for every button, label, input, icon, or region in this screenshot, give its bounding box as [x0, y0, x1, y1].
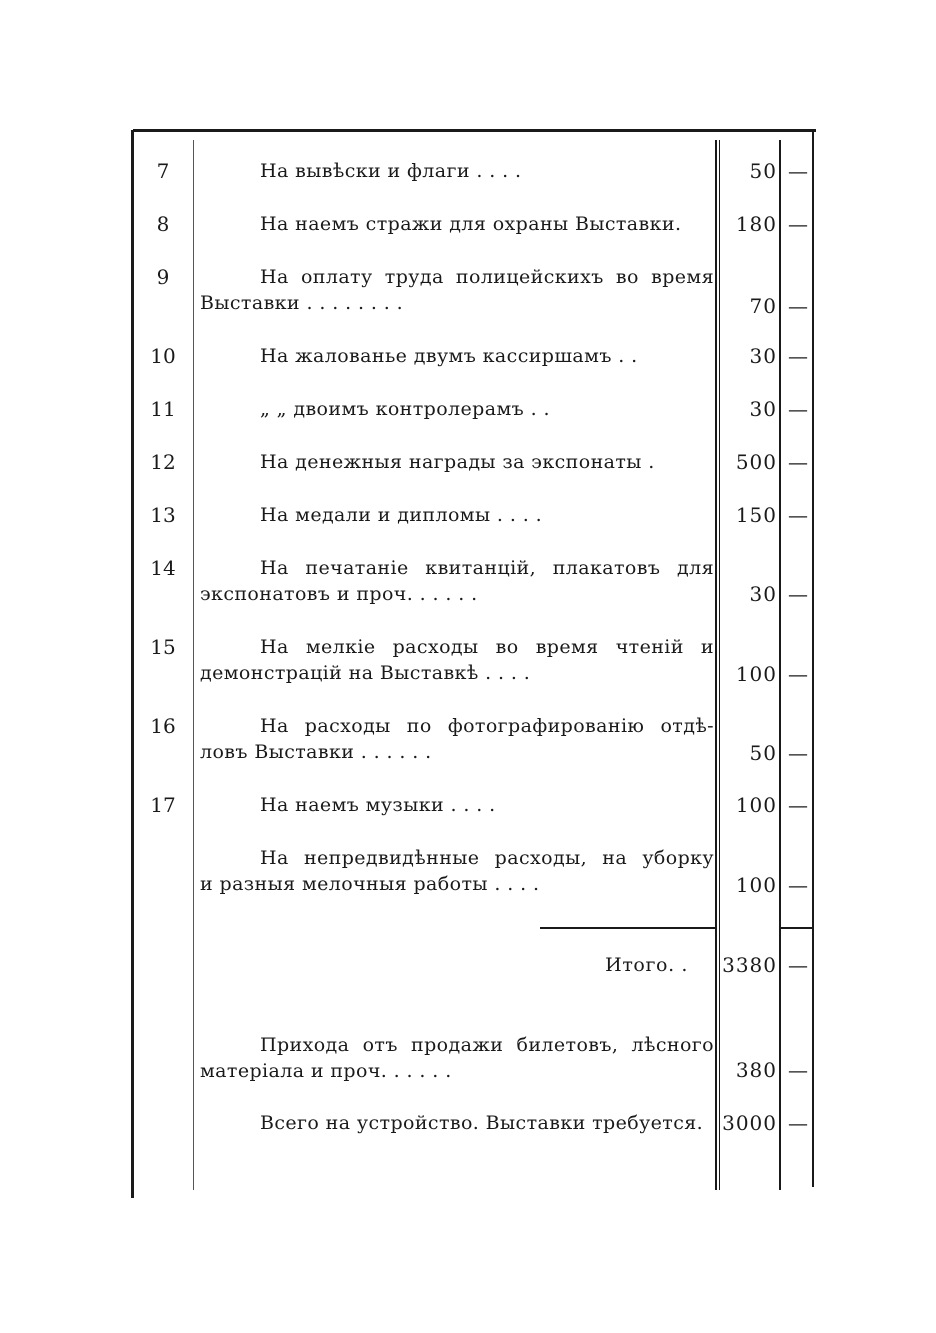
row-description	[200, 713, 714, 765]
sum-rule-left	[540, 927, 716, 929]
row-kopeck-dash: —	[788, 397, 808, 421]
row-amount: 50	[749, 159, 777, 183]
row-description	[200, 396, 714, 422]
row-description-line: На наемъ стражи для охраны Выставки.	[260, 213, 682, 235]
row-number: 15	[150, 635, 176, 659]
row-description-line: На медали и дипломы . . . .	[260, 504, 543, 526]
total-amount: 3380	[722, 953, 777, 977]
row-amount: 30	[749, 582, 777, 606]
grand-total-kopeck-dash: —	[788, 1111, 808, 1135]
row-description-line: На денежныя награды за экспонаты .	[260, 451, 655, 473]
row-amount: 500	[735, 450, 777, 474]
row-amount: 100	[735, 662, 777, 686]
total-label: Итого. .	[605, 954, 688, 976]
row-number: 8	[156, 212, 170, 236]
row-number: 9	[156, 265, 170, 289]
row-amount: 100	[735, 793, 777, 817]
grand-total-amount: 3000	[722, 1111, 777, 1135]
row-kopeck-dash: —	[788, 294, 808, 318]
row-description	[200, 158, 714, 184]
row-kopeck-dash: —	[788, 582, 808, 606]
row-description	[200, 211, 714, 237]
row-description-line: На вывѣски и флаги . . . .	[260, 160, 522, 182]
row-amount: 50	[749, 741, 777, 765]
row-description	[200, 502, 714, 528]
row-kopeck-dash: —	[788, 793, 808, 817]
row-number: 14	[150, 556, 176, 580]
table-top-rule	[133, 129, 816, 132]
number-column-separator	[193, 140, 194, 1190]
row-amount: 100	[735, 873, 777, 897]
row-kopeck-dash: —	[788, 159, 808, 183]
row-description-line: демонстрацій на Выставкѣ . . . .	[200, 662, 531, 684]
row-number: 7	[156, 159, 170, 183]
row-kopeck-dash: —	[788, 662, 808, 686]
row-amount: 30	[749, 397, 777, 421]
row-description-line: „ „ двоимъ контролерамъ . .	[260, 398, 550, 420]
amount-column-separator	[779, 140, 781, 1190]
row-number: 16	[150, 714, 176, 738]
row-description	[200, 555, 714, 607]
income-description-line: Прихода отъ продажи билетовъ, лѣсного	[260, 1034, 714, 1056]
income-amount: 380	[735, 1058, 777, 1082]
row-amount: 150	[735, 503, 777, 527]
row-kopeck-dash: —	[788, 741, 808, 765]
grand-total-description	[200, 1110, 714, 1136]
row-number: 12	[150, 450, 176, 474]
row-kopeck-dash: —	[788, 212, 808, 236]
row-description-line: На печатаніе квитанцій, плакатовъ для	[260, 557, 714, 579]
row-number: 13	[150, 503, 176, 527]
row-description	[200, 792, 714, 818]
row-description	[200, 264, 714, 316]
row-description-line: На оплату труда полицейскихъ во время	[260, 266, 714, 288]
row-description-line: На жалованье двумъ кассиршамъ . .	[260, 345, 638, 367]
grand-total-label: Всего на устройство. Выставки требуется.	[260, 1112, 704, 1134]
row-description-line: На наемъ музыки . . . .	[260, 794, 496, 816]
row-amount: 180	[735, 212, 777, 236]
row-number: 11	[150, 397, 176, 421]
row-description-line: экспонатовъ и проч. . . . . .	[200, 583, 478, 605]
row-number: 17	[150, 793, 176, 817]
table-right-rule	[812, 132, 814, 1187]
description-column-separator	[715, 140, 717, 1190]
row-amount: 70	[749, 294, 777, 318]
row-number: 10	[150, 344, 176, 368]
row-description-line: На расходы по фотографированію отдѣ-	[260, 715, 714, 737]
row-description	[200, 634, 714, 686]
income-description-line: матеріала и проч. . . . . .	[200, 1060, 452, 1082]
row-kopeck-dash: —	[788, 873, 808, 897]
total-kopeck-dash: —	[788, 953, 808, 977]
row-description	[200, 845, 714, 897]
income-kopeck-dash: —	[788, 1058, 808, 1082]
row-description-line: и разныя мелочныя работы . . . .	[200, 873, 540, 895]
sum-rule-right	[780, 927, 814, 929]
table-left-rule	[131, 130, 134, 1198]
row-description-line: ловъ Выставки . . . . . .	[200, 741, 432, 763]
row-description-line: Выставки . . . . . . . .	[200, 292, 404, 314]
row-kopeck-dash: —	[788, 503, 808, 527]
row-amount: 30	[749, 344, 777, 368]
row-kopeck-dash: —	[788, 450, 808, 474]
income-description	[200, 1032, 714, 1084]
row-description	[200, 449, 714, 475]
row-kopeck-dash: —	[788, 344, 808, 368]
row-description-line: На непредвидѣнные расходы, на уборку	[260, 847, 714, 869]
row-description-line: На мелкіе расходы во время чтеній и	[260, 636, 714, 658]
row-description	[200, 343, 714, 369]
